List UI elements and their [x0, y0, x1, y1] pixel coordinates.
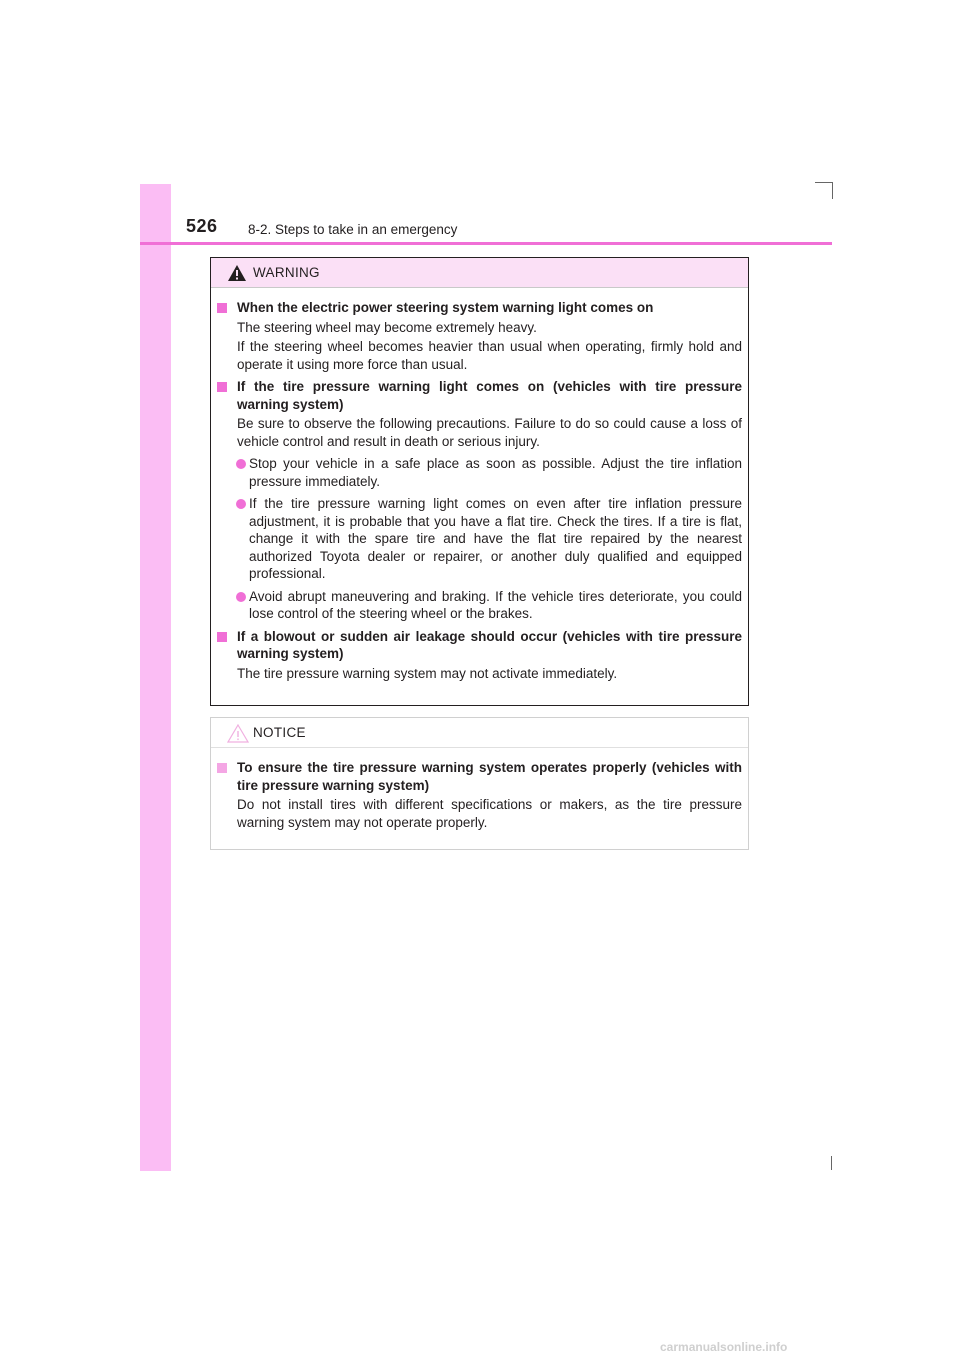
paragraph: The steering wheel may become extremely heavy.	[237, 319, 537, 335]
paragraph: Do not install tires with different specifications or makers, as the tire pressure warning system may not operate properly.	[237, 797, 742, 830]
crop-mark-top-right	[815, 182, 833, 199]
crop-mark-bottom-right	[831, 1156, 832, 1170]
warning-label: WARNING	[253, 265, 320, 280]
page-number: 526	[186, 216, 218, 236]
item-heading: When the electric power steering system warning light comes on	[237, 300, 654, 315]
warning-header	[211, 258, 748, 288]
item-heading: If the tire pressure warning light comes on (vehicles with tire pressure warning system)	[237, 379, 742, 412]
notice-label: NOTICE	[253, 725, 306, 740]
section-title: 8-2. Steps to take in an emergency	[248, 222, 458, 237]
notice-body	[211, 748, 748, 831]
list-item: Stop your vehicle in a safe place as soon as possible. Adjust the tire inflation pressure immediately.	[217, 455, 742, 490]
square-bullet-icon	[217, 763, 227, 773]
item-heading: If a blowout or sudden air leakage should occur (vehicles with tire pressure warning system)	[237, 628, 742, 661]
paragraph: The tire pressure warning system may not activate immediately.	[237, 665, 618, 681]
list-item: If the tire pressure warning light comes on even after tire inflation pressure adjustment, it is probable that you have a flat tire. Check the tires. If a tire is flat, change it with the spare tire and have the flat tire repaired by the nearest authorized Toyota dealer or repairer, or another duly qualified and equipped professional.	[217, 495, 742, 583]
warning-triangle-icon	[227, 264, 247, 287]
list-item: Avoid abrupt maneuvering and braking. If the vehicle tires deteriorate, you could lose control of the steering wheel or the brakes.	[217, 588, 742, 623]
warning-item-tire-pressure	[217, 378, 742, 623]
notice-box	[210, 717, 749, 850]
notice-header	[211, 718, 748, 748]
square-bullet-icon	[217, 382, 227, 392]
warning-box	[210, 257, 749, 706]
watermark: carmanualsonline.info	[660, 1340, 788, 1354]
round-bullet-icon	[236, 499, 246, 509]
round-bullet-icon	[236, 592, 246, 602]
notice-item-tire-pressure	[217, 759, 742, 831]
side-tab	[140, 184, 171, 1171]
square-bullet-icon	[217, 632, 227, 642]
caution-triangle-icon	[227, 724, 249, 748]
item-heading: To ensure the tire pressure warning system operates properly (vehicles with tire pressure warning system)	[237, 760, 742, 793]
square-bullet-icon	[217, 303, 227, 313]
paragraph: Be sure to observe the following precautions. Failure to do so could cause a loss of vehicle control and result in death or serious injury.	[237, 416, 742, 449]
warning-item-blowout	[217, 628, 742, 683]
paragraph: If the steering wheel becomes heavier than usual when operating, firmly hold and operate it using more force than usual.	[237, 339, 742, 372]
warning-body	[211, 288, 748, 682]
warning-item-power-steering	[217, 299, 742, 373]
header-rule	[140, 242, 832, 245]
round-bullet-icon	[236, 459, 246, 469]
